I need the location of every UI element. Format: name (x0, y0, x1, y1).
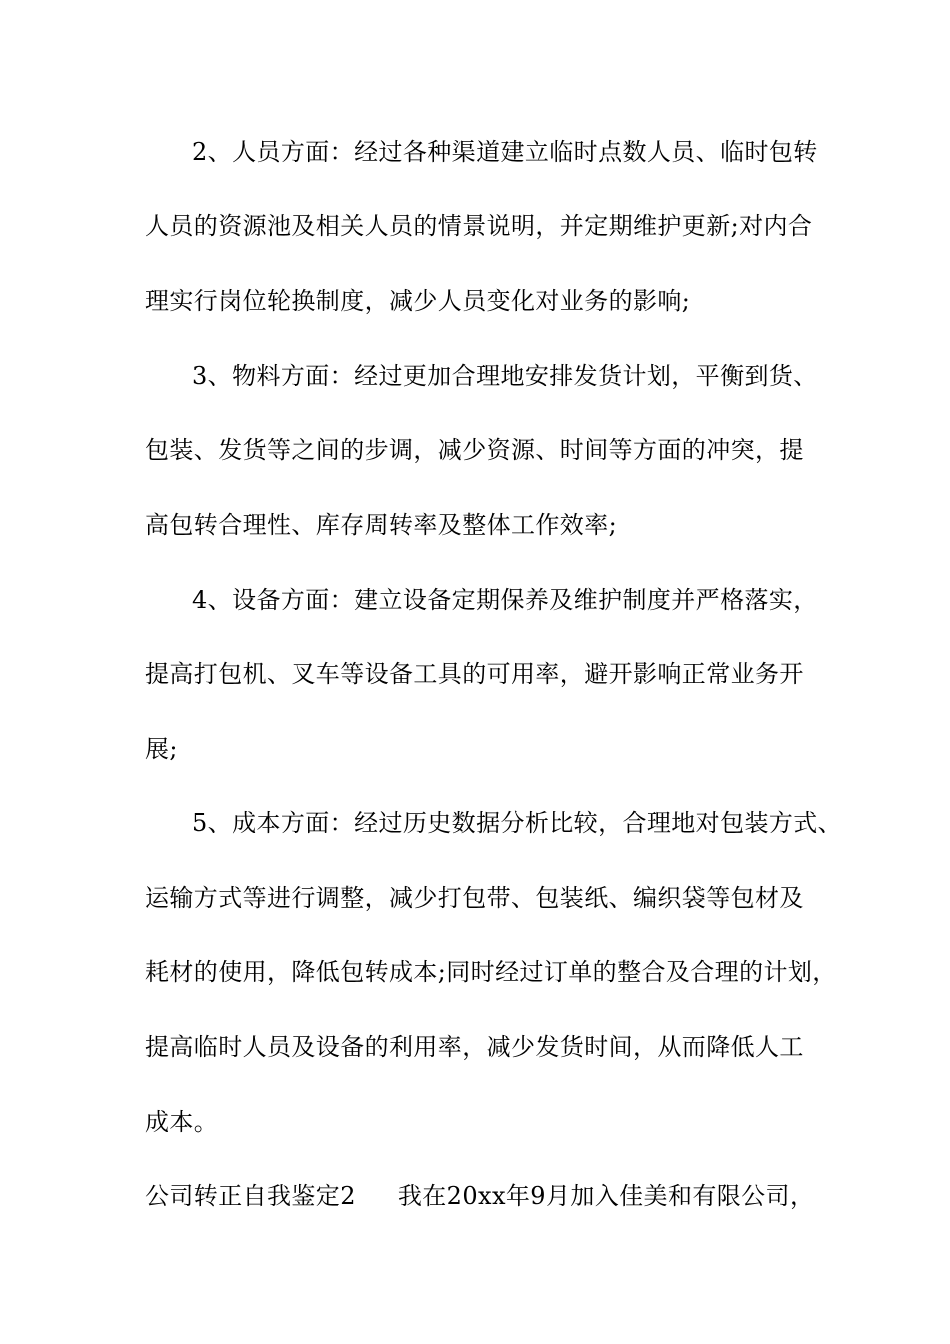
paragraph-line: 提高临时人员及设备的利用率，减少发货时间，从而降低人工 (145, 1033, 804, 1061)
section-title: 公司转正自我鉴定2 (145, 1182, 356, 1210)
section-heading-line (145, 1181, 835, 1211)
paragraph-line: 人员的资源池及相关人员的情景说明，并定期维护更新;对内合 (145, 212, 813, 240)
paragraph-line: 运输方式等进行调整，减少打包带、包装纸、编织袋等包材及 (145, 884, 804, 912)
section-first-line: 我在20xx年9月加入佳美和有限公司， (397, 1182, 815, 1210)
paragraph-line: 3、物料方面：经过更加合理地安排发货计划，平衡到货、 (192, 362, 818, 390)
paragraph-line: 理实行岗位轮换制度，减少人员变化对业务的影响; (145, 287, 691, 315)
paragraph-line: 高包转合理性、库存周转率及整体工作效率; (145, 511, 618, 539)
paragraph-line: 提高打包机、叉车等设备工具的可用率，避开影响正常业务开 (145, 660, 804, 688)
paragraph-line: 成本。 (145, 1108, 219, 1136)
paragraph-line: 2、人员方面：经过各种渠道建立临时点数人员、临时包转 (192, 138, 818, 166)
paragraph-line: 耗材的使用，降低包转成本;同时经过订单的整合及合理的计划， (145, 958, 837, 986)
title-spacer (356, 1181, 398, 1211)
paragraph-line: 5、成本方面：经过历史数据分析比较，合理地对包装方式、 (192, 809, 843, 837)
paragraph-line: 4、设备方面：建立设备定期保养及维护制度并严格落实， (192, 586, 818, 614)
paragraph-line: 展; (145, 735, 178, 763)
paragraph-line: 包装、发货等之间的步调，减少资源、时间等方面的冲突，提 (145, 436, 804, 464)
